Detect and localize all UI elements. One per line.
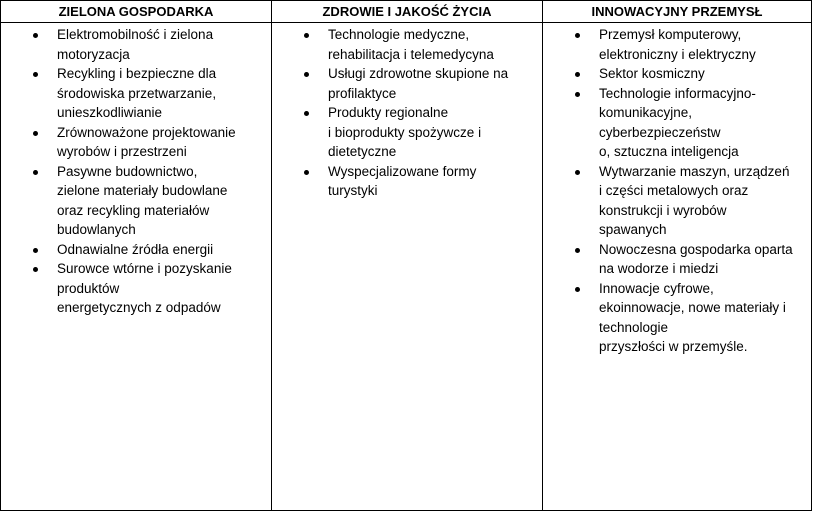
list-item [272, 162, 542, 201]
list-item-line: Odnawialne źródła energii [57, 241, 214, 257]
list-item [543, 84, 811, 162]
header-green-economy: ZIELONA GOSPODARKA [58, 4, 214, 19]
list-item-line: zielone materiały budowlane [57, 183, 228, 198]
list-item-line: budowlanych [57, 222, 136, 237]
header-innovative-industry: INNOWACYJNY PRZEMYSŁ [542, 1, 811, 22]
list-item-line: produktów [57, 280, 120, 296]
list-item-line: cyberbezpieczeństw [599, 124, 721, 140]
list-item-line: rehabilitacja i telemedycyna [328, 46, 494, 62]
list-item-line: wyrobów i przestrzeni [57, 144, 187, 159]
list-item-line: o, sztuczna inteligencja [599, 144, 739, 159]
list-item-line: Przemysł komputerowy, [599, 27, 742, 42]
list-item-line: Surowce wtórne i pozyskanie [57, 261, 232, 276]
green-economy-list [1, 25, 271, 318]
list-item-line: Innowacje cyfrowe, [599, 280, 714, 296]
list-item-line: Wyspecjalizowane formy [328, 163, 477, 179]
list-item-line: unieszkodliwianie [57, 105, 163, 120]
cell-innovative-industry [542, 23, 811, 510]
list-item-line: turystyki [328, 183, 378, 198]
header-health-quality-of-life: ZDROWIE I JAKOŚĆ ŻYCIA [271, 1, 542, 22]
list-item-line: komunikacyjne, [599, 105, 693, 120]
innovative-industry-list [543, 25, 811, 357]
cell-green-economy [1, 23, 271, 510]
list-item-line: Elektromobilność i zielona [57, 27, 214, 42]
list-item-line: Pasywne budownictwo, [57, 163, 198, 179]
list-item [1, 64, 271, 123]
list-item [543, 240, 811, 279]
list-item [1, 25, 271, 64]
list-item-line: Technologie medyczne, [328, 27, 470, 42]
health-quality-of-life-list [272, 25, 542, 201]
list-item-line: oraz recykling materiałów [57, 202, 210, 218]
list-item-line: energetycznych z odpadów [57, 300, 221, 315]
list-item [543, 64, 811, 84]
list-item-line: konstrukcji i wyrobów [599, 202, 727, 218]
list-item [1, 240, 271, 260]
list-item [1, 162, 271, 240]
table-header-row [1, 1, 811, 23]
list-item-line: i części metalowych oraz [599, 183, 749, 198]
list-item [543, 25, 811, 64]
list-item-line: Sektor kosmiczny [599, 66, 705, 81]
list-item [272, 64, 542, 103]
list-item-line: spawanych [599, 222, 667, 237]
list-item-line: na wodorze i miedzi [599, 261, 719, 276]
list-item-line: Technologie informacyjno- [599, 85, 756, 101]
list-item-line: Wytwarzanie maszyn, urządzeń [599, 163, 790, 179]
list-item-line: elektroniczny i elektryczny [599, 46, 756, 62]
list-item [1, 123, 271, 162]
list-item-line: środowiska przetwarzanie, [57, 85, 217, 101]
list-item-line: dietetyczne [328, 144, 397, 159]
list-item [543, 279, 811, 357]
list-item-line: Usługi zdrowotne skupione na [328, 66, 509, 81]
list-item-line: Produkty regionalne [328, 105, 449, 120]
list-item-line: ekoinnowacje, nowe materiały i [599, 300, 786, 315]
list-item-line: motoryzacja [57, 46, 130, 62]
list-item-line: profilaktyce [328, 85, 397, 101]
list-item [543, 162, 811, 240]
list-item [272, 25, 542, 64]
list-item-line: technologie [599, 319, 669, 335]
list-item [1, 259, 271, 318]
list-item-line: przyszłości w przemyśle. [599, 339, 748, 354]
table-body-row [1, 23, 811, 510]
cell-health-quality-of-life [271, 23, 542, 510]
list-item-line: Recykling i bezpieczne dla [57, 66, 217, 81]
list-item-line: i bioprodukty spożywcze i [328, 124, 482, 140]
list-item-line: Nowoczesna gospodarka oparta [599, 241, 793, 257]
list-item [272, 103, 542, 162]
list-item-line: Zrównoważone projektowanie [57, 124, 236, 140]
